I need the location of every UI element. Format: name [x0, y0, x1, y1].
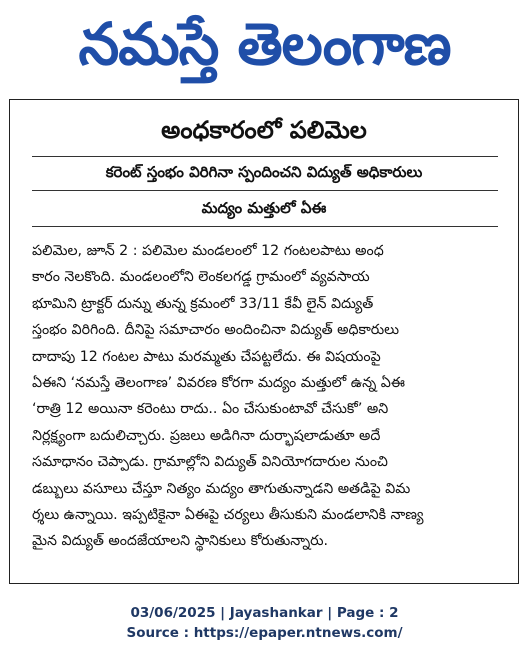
- body-line: డబ్బులు వసూలు చేస్తూ నిత్యం మద్యం తాగుతున్నాడని అతడిపై విమ: [32, 480, 411, 497]
- article-clipping: [9, 99, 519, 584]
- body-line: ర్శలు ఉన్నాయి. ఇప్పటికైనా ఏఈపై చర్యలు తీసుకుని మండలానికి నాణ్య: [32, 506, 424, 523]
- source-link[interactable]: Source : https://epaper.ntnews.com/: [126, 625, 403, 641]
- body-line: నిర్లక్ష్యంగా బదులిచ్చారు. ప్రజలు అడిగినా దుర్భాషలాడుతూ అదే: [32, 427, 381, 444]
- body-line: మైన విద్యుత్‌ అందజేయాలని స్థానికులు కోరుతున్నారు.: [32, 533, 329, 550]
- article-kicker: మద్యం మత్తులో ఏఈ: [201, 199, 327, 217]
- body-line: భూమిని ట్రాక్టర్‌ దున్ను తున్న క్రమంలో 33/11 కేవీ లైన్‌ విద్యుత్‌: [32, 295, 374, 312]
- body-line: ‘రాత్రి 12 అయినా కరెంటు రాదు.. ఏం చేసుకుంటావో చేసుకో’ అని: [32, 401, 389, 418]
- body-line: ఏఈని ‘నమస్తే తెలంగాణ’ వివరణ కోరగా మద్యం మత్తులో ఉన్న ఏఈ: [32, 374, 405, 391]
- body-line: స్తంభం విరిగింది. దీనిపై సమాచారం అందించినా విద్యుత్‌ అధికారులు: [32, 322, 400, 339]
- article-headline: అంధకారంలో పలిమెల: [161, 116, 367, 144]
- headline-divider: [32, 156, 498, 157]
- subheadline-divider: [32, 190, 498, 191]
- article-body: [32, 238, 502, 555]
- article-subheadline: కరెంట్‌ స్తంభం విరిగినా స్పందించని విద్యుత్‌ అధికారులు: [105, 163, 423, 181]
- publication-meta: 03/06/2025 | Jayashankar | Page : 2: [130, 605, 399, 621]
- body-line: పలిమెల, జూన్‌ 2 : పలిమెల మండలంలో 12 గంటలపాటు అంధ: [32, 243, 384, 259]
- body-line: కారం నెలకొంది. మండలంలోని లెంకలగడ్డ గ్రామంలో వ్యవసాయ: [32, 269, 370, 286]
- body-line: దాదాపు 12 గంటల పాటు మరమ్మతు చేపట్టలేదు. ఈ విషయంపై: [32, 348, 381, 365]
- body-line: సమాధానం చెప్పాడు. గ్రామాల్లోని విద్యుత్‌ వినియోగదారుల నుంచి: [32, 454, 388, 471]
- clipping-footer: [0, 603, 529, 643]
- newspaper-logo-text: నమస్తే తెలంగాణ: [78, 10, 451, 78]
- masthead: [0, 0, 529, 88]
- body-divider: [32, 226, 498, 227]
